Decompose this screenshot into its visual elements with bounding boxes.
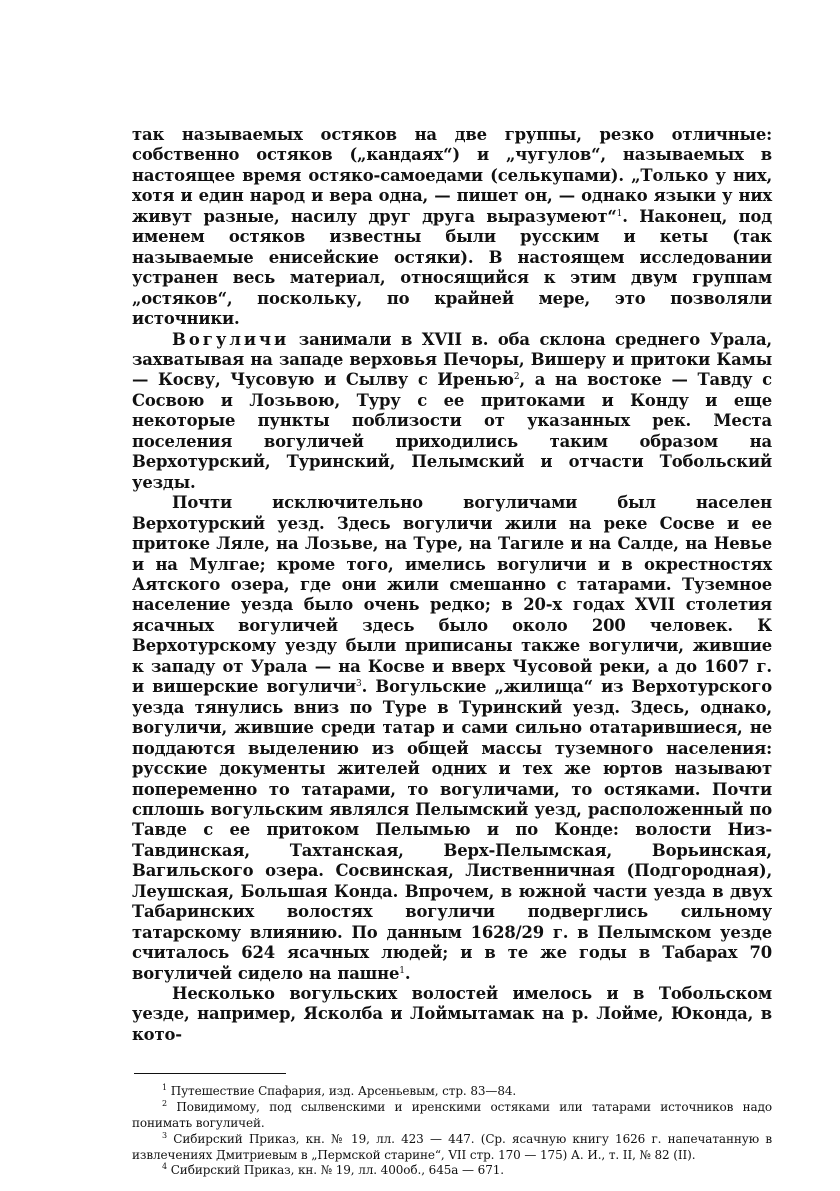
text-run: . Вогульские „жилища“ из Верхотурского уезда тянулись вниз по Туре в Туринский уезд. Здесь, однако, вогуличи, жившие среди татар и сами сильно отатарившиеся, не поддаются выделению из общей массы туземного населения: русские документы жителей одних и тех же юртов называют попеременно то татарами, то вогуличами, то остяками. Почти сплошь вогульским являлся Пелымский уезд, расположенный по Тавде с ее притоком Пелымью и по Конде: волости Низ-Тавдинская, Тахтанская, Верх-Пелымская, Ворьинская, Вагильского озера. Сосвинская, Лиственничная (Подгородная), Леушская, Большая Конда. Впрочем, в южной части уезда в двух Табаринских волостях вогуличи подверглись сильному татарскому влиянию. По данным 1628/29 г. в Пелымском уезде считалось 624 ясачных людей; и в те же годы в Табарах 70 вогуличей сидело на пашне [132, 677, 772, 983]
text-run: , а на востоке — Тавду с Сосвою и Лозьвою, Туру с ее притоками и Конду и еще некоторые пункты поблизости от указанных рек. Места поселения вогуличей приходились таким образом на Верхотурский, Туринский, Пелымский и отчасти Тобольский уезды. [132, 370, 772, 492]
footnote-mark: 4 [162, 1162, 167, 1172]
main-text [132, 125, 772, 1045]
text-run: . [404, 963, 411, 983]
paragraph [132, 125, 772, 330]
footnote-ref: 1 [399, 965, 405, 976]
footnote [132, 1084, 772, 1100]
text-run: . Наконец, под именем остяков известны были русским и кеты (так называемые енисейские остяки). В настоящем исследовании устранен весь материал, относящийся к этим двум группам „остяков“, поскольку, по крайней мере, это позволяли источники. [132, 206, 772, 329]
text-run: занимали в XVII в. оба склона среднего Урала, захватывая на западе верховья Печоры, Вишеру и притоки Камы — Косву, Чусовую и Сылву с Иренью [132, 329, 772, 390]
text-run: Несколько вогульских волостей имелось и в Тобольском уезде, например, Ясколба и Лоймытамак на р. Лойме, Юконда, в кото- [132, 984, 772, 1044]
footnotes [132, 1084, 772, 1179]
footnote [132, 1132, 772, 1164]
spaced-term: Вогуличи [172, 329, 290, 349]
footnote-text: Повидимому, под сылвенскими и иренскими остяками или татарами источников надо понимать вогуличей. [132, 1100, 772, 1130]
footnote-mark: 1 [162, 1083, 167, 1093]
footnote-text: Сибирский Приказ, кн. № 19, лл. 423 — 447. (Ср. ясачную книгу 1626 г. напечатанную в извлечениях Дмитриевым в „Пермской старине“, VII стр. 170 — 175) А. И., т. II, № 82 (II). [132, 1131, 772, 1162]
footnote-separator [134, 1073, 286, 1074]
footnote-ref: 1 [616, 208, 623, 219]
footnote-mark: 2 [162, 1099, 167, 1109]
text-run: так называемых остяков на две группы, резко отличные: собственно остяков („кандаях“) и „чугулов“, называемых в настоящее время остяко-самоедами (селькупами). „Только у них, хотя и един народ и вера одна, — пишет он, — однако языки у них живут разные, насилу друг друга выразумеют“ [132, 125, 772, 226]
footnote-mark: 3 [162, 1130, 167, 1140]
footnote [132, 1100, 772, 1132]
paragraph [132, 984, 772, 1045]
footnote [132, 1163, 772, 1179]
text-run: Почти исключительно вогуличами был населен Верхотурский уезд. Здесь вогуличи жили на реке Сосве и ее притоке Ляле, на Лозьве, на Туре, на Тагиле и на Салде, на Невье и на Мулгае; кроме того, имелись вогуличи и в окрестностях Аятского озера, где они жили смешанно с татарами. Туземное население уезда было очень редко; в 20-х годах XVII столетия ясачных вогуличей здесь было около 200 человек. К Верхотурскому уезду были приписаны также вогуличи, жившие к западу от Урала — на Косве и вверх Чусовой реки, а до 1607 г. и вишерские вогуличи [132, 493, 772, 697]
book-page [132, 125, 772, 1179]
footnote-text: Сибирский Приказ, кн. № 19, лл. 400об., 645а — 671. [167, 1163, 504, 1178]
footnote-text: Путешествие Спафария, изд. Арсеньевым, стр. 83—84. [167, 1084, 517, 1099]
footnote-ref: 3 [356, 679, 362, 690]
paragraph [132, 493, 772, 984]
footnote-ref: 2 [513, 372, 520, 383]
paragraph [132, 330, 772, 494]
